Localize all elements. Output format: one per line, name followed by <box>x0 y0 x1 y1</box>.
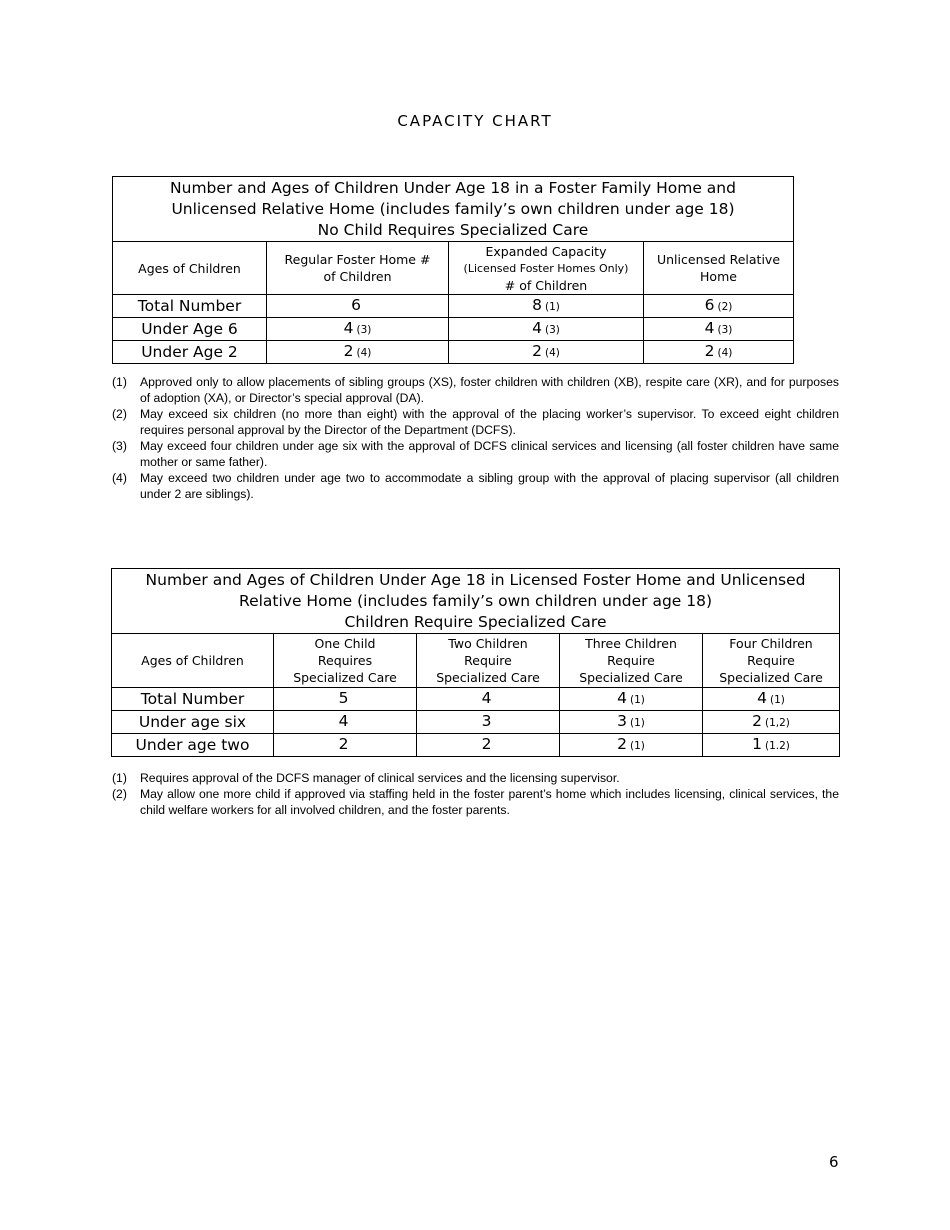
footnote-text: May exceed six children (no more than eight) with the approval of the placing worker’s supervisor. To exceed eight children requires personal approval by the Director of the Department (DCFS). <box>140 407 839 437</box>
table-cell <box>274 688 417 711</box>
cell-value: 5 <box>338 689 349 707</box>
column-header-regular-foster-home <box>267 242 449 295</box>
footnote-text: May exceed two children under age two to accommodate a sibling group with the approval of placing supervisor (all children under 2 are siblings). <box>140 471 839 501</box>
footnote-ref: (1) <box>770 694 785 706</box>
footnote-ref: (3) <box>717 324 733 336</box>
row-label: Total Number <box>112 688 274 711</box>
footnote-ref: (1) <box>630 717 645 729</box>
footnote-number: (2) <box>112 787 127 801</box>
table1-footnotes <box>112 374 839 502</box>
header-line: Require <box>607 653 655 668</box>
cell-value: 2 <box>617 735 627 753</box>
cell-value: 2 <box>343 342 354 360</box>
table-cell <box>274 734 417 757</box>
caption-line: Children Require Specialized Care <box>344 612 607 631</box>
footnote-text: May exceed four children under age six with the approval of DCFS clinical services and licensing (all foster children have same mother or same father). <box>140 439 839 469</box>
table-row <box>113 341 794 364</box>
table-cell <box>703 711 840 734</box>
header-line: Regular Foster Home # <box>284 252 431 267</box>
page-title: CAPACITY CHART <box>397 112 553 130</box>
footnote-ref: (1) <box>630 694 645 706</box>
row-label: Under Age 6 <box>113 318 267 341</box>
footnote-number: (1) <box>112 375 127 389</box>
footnote-number: (1) <box>112 771 127 785</box>
cell-value: 4 <box>338 712 349 730</box>
header-line: Specialized Care <box>436 670 540 685</box>
cell-value: 2 <box>704 342 715 360</box>
footnote-ref: (4) <box>717 347 733 359</box>
cell-value: 2 <box>338 735 349 753</box>
table-cell <box>560 734 703 757</box>
table-cell <box>560 688 703 711</box>
column-header-ages: Ages of Children <box>113 242 267 295</box>
table-cell <box>267 295 449 318</box>
row-label: Under age six <box>112 711 274 734</box>
table-cell <box>417 688 560 711</box>
cell-value: 3 <box>481 712 492 730</box>
caption-line: Number and Ages of Children Under Age 18 in a Foster Family Home and <box>170 178 736 197</box>
header-line: Specialized Care <box>293 670 397 685</box>
footnote <box>112 374 839 406</box>
caption-line: Unlicensed Relative Home (includes family’s own children under age 18) <box>171 199 735 218</box>
header-line: Expanded Capacity <box>485 243 607 259</box>
capacity-table-specialized-care <box>111 568 840 757</box>
cell-value: 4 <box>532 319 542 337</box>
table-cell <box>449 295 644 318</box>
footnote-ref: (4) <box>356 347 372 359</box>
caption-line: No Child Requires Specialized Care <box>317 220 589 239</box>
footnote-ref: (1.2) <box>765 740 790 752</box>
cell-value: 4 <box>617 689 627 707</box>
header-line: Require <box>747 653 795 668</box>
cell-value: 4 <box>757 689 768 707</box>
header-line: Home <box>700 269 737 284</box>
header-line: of Children <box>323 269 392 284</box>
table-cell <box>267 318 449 341</box>
table-caption <box>112 569 840 634</box>
cell-value: 4 <box>343 319 354 337</box>
cell-value: 4 <box>704 319 715 337</box>
column-header-unlicensed-relative-home <box>644 242 794 295</box>
table-row <box>113 295 794 318</box>
footnote-number: (4) <box>112 471 127 485</box>
table-cell <box>703 688 840 711</box>
table-cell <box>703 734 840 757</box>
footnote-text: Requires approval of the DCFS manager of clinical services and the licensing supervisor. <box>140 771 620 785</box>
table-cell <box>449 341 644 364</box>
column-header-expanded-capacity <box>449 242 644 295</box>
header-line: Two Children <box>448 636 528 651</box>
header-line: Three Children <box>585 636 677 651</box>
footnote-ref: (2) <box>717 301 733 313</box>
table-row <box>112 688 840 711</box>
footnote-ref: (4) <box>545 347 560 359</box>
cell-value: 6 <box>704 296 715 314</box>
table-row <box>112 734 840 757</box>
caption-line: Number and Ages of Children Under Age 18 in Licensed Foster Home and Unlicensed <box>145 570 806 589</box>
cell-value: 3 <box>617 712 627 730</box>
table-row <box>112 711 840 734</box>
footnote <box>112 786 839 818</box>
cell-value: 1 <box>752 735 762 753</box>
footnote <box>112 406 839 438</box>
header-line: Requires <box>317 653 373 668</box>
table-cell <box>644 318 794 341</box>
table-cell <box>267 341 449 364</box>
page-number: 6 <box>829 1153 839 1171</box>
header-line: # of Children <box>504 277 588 293</box>
row-label: Under age two <box>112 734 274 757</box>
cell-value: 8 <box>532 296 542 314</box>
table-cell <box>274 711 417 734</box>
cell-value: 6 <box>351 296 361 314</box>
cell-value: 2 <box>481 735 492 753</box>
footnote-number: (2) <box>112 407 127 421</box>
footnote-ref: (1) <box>545 301 560 313</box>
table-cell <box>644 295 794 318</box>
cell-value: 2 <box>752 712 762 730</box>
column-header-four-children <box>703 634 840 688</box>
table2-footnotes <box>112 770 839 818</box>
table-cell <box>560 711 703 734</box>
table-row <box>113 318 794 341</box>
column-header-three-children <box>560 634 703 688</box>
header-line: Four Children <box>729 636 813 651</box>
column-header-one-child <box>274 634 417 688</box>
footnote <box>112 470 839 502</box>
footnote <box>112 438 839 470</box>
table-cell <box>417 711 560 734</box>
footnote-text: May allow one more child if approved via staffing held in the foster parent’s home which includes licensing, clinical services, the child welfare workers for all involved children, and the foster parents. <box>140 787 839 817</box>
table-cell <box>449 318 644 341</box>
header-line: Require <box>464 653 512 668</box>
table-cell <box>644 341 794 364</box>
footnote-ref: (1,2) <box>765 717 790 729</box>
header-line: Specialized Care <box>579 670 683 685</box>
cell-value: 2 <box>532 342 542 360</box>
footnote-text: Approved only to allow placements of sibling groups (XS), foster children with children (XB), respite care (XR), and for purposes of adoption (XA), or Director’s special approval (DA). <box>140 375 839 405</box>
row-label: Total Number <box>113 295 267 318</box>
table-caption <box>113 177 794 242</box>
caption-line: Relative Home (includes family’s own children under age 18) <box>239 591 713 610</box>
column-header-two-children <box>417 634 560 688</box>
footnote <box>112 770 839 786</box>
capacity-table-no-specialized-care <box>112 176 794 364</box>
row-label: Under Age 2 <box>113 341 267 364</box>
footnote-ref: (3) <box>545 324 560 336</box>
footnote-ref: (1) <box>630 740 645 752</box>
footnote-ref: (3) <box>356 324 372 336</box>
header-line: One Child <box>314 636 376 651</box>
cell-value: 4 <box>481 689 492 707</box>
column-header-ages: Ages of Children <box>112 634 274 688</box>
header-line: Specialized Care <box>719 670 823 685</box>
header-line: Unlicensed Relative <box>656 252 781 267</box>
footnote-number: (3) <box>112 439 127 453</box>
table-cell <box>417 734 560 757</box>
header-line: (Licensed Foster Homes Only) <box>463 261 629 275</box>
